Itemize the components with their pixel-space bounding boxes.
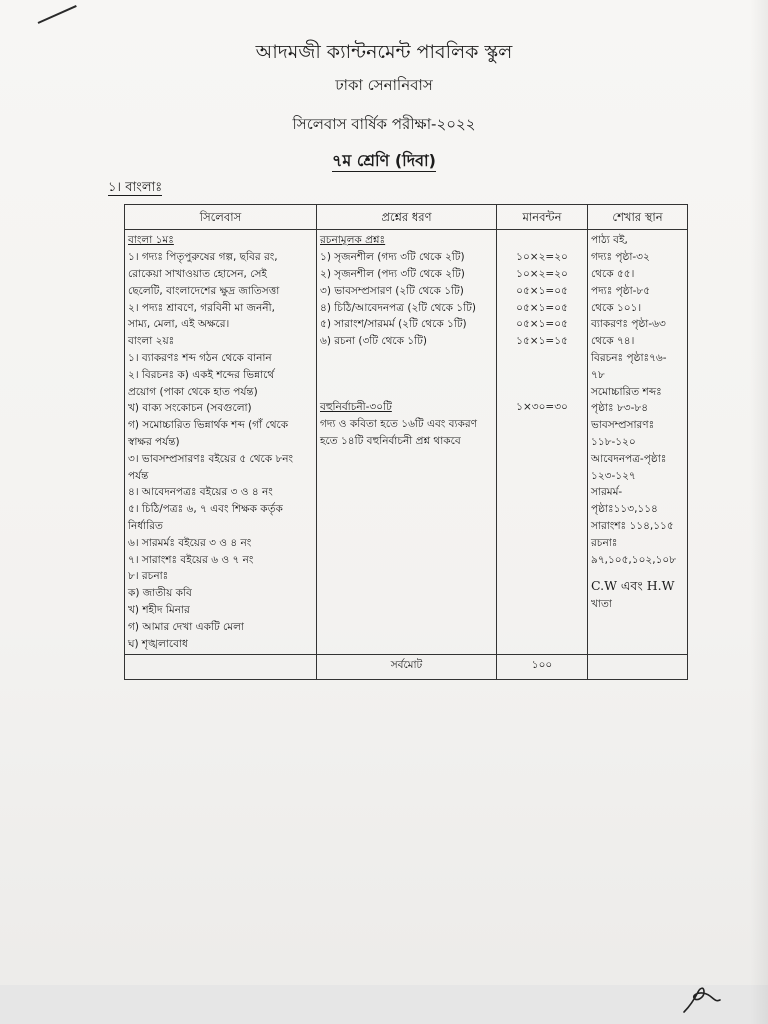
source-line: ১২৩-১২৭ bbox=[591, 469, 636, 482]
class-title-text: ৭ম শ্রেণি (দিবা) bbox=[332, 151, 436, 170]
question-line: ৬) রচনা (৩টি থেকে ১টি) bbox=[320, 335, 427, 348]
total-value: ১০০ bbox=[497, 655, 588, 680]
syllabus-line: সাম্য, মেলা, এই অক্ষরে। bbox=[128, 318, 230, 331]
source-line: গদ্যঃ পৃষ্ঠা-৩২ bbox=[591, 251, 650, 264]
source-line: আবেদনপত্র-পৃষ্ঠাঃ bbox=[591, 452, 667, 465]
question-line: ৩) ভাবসম্প্রসারণ (২টি থেকে ১টি) bbox=[320, 284, 464, 297]
syllabus-table bbox=[124, 204, 688, 680]
mcq-heading: বহুনির্বাচনী-৩০টি bbox=[320, 400, 392, 413]
syllabus-line: খ) বাক্য সংকোচন (সবগুলো) bbox=[128, 402, 252, 415]
syllabus-line: ২। বিরচনঃ ক) একই শব্দের ভিন্নার্থে bbox=[128, 368, 275, 381]
header-marks: মানবন্টন bbox=[497, 205, 588, 230]
syllabus-line: ১। ব্যাকরণঃ শব্দ গঠন থেকে বানান bbox=[128, 351, 272, 364]
table-row bbox=[125, 230, 688, 655]
syllabus-line: ১। গদ্যঃ পিতৃপুরুষের গল্প, ছবির রং, bbox=[128, 251, 278, 264]
source-line: রচনাঃ bbox=[591, 536, 618, 549]
marks-line: ০৫×১=০৫ bbox=[516, 318, 568, 331]
syllabus-line: ৪। আবেদনপত্রঃ বইয়ের ৩ ও ৪ নং bbox=[128, 486, 273, 499]
syllabus-line: রোকেয়া সাখাওয়াত হোসেন, সেই bbox=[128, 267, 267, 280]
marks-line: ১৫×১=১৫ bbox=[516, 335, 568, 348]
question-heading: রচনামূলক প্রশ্নঃ bbox=[320, 234, 386, 247]
mcq-marks: ১×৩০=৩০ bbox=[516, 400, 568, 413]
source-line: ৯৭,১০৫,১০২,১০৮ bbox=[591, 553, 677, 566]
source-footer: খাতা bbox=[591, 598, 612, 611]
source-line: পাঠ্য বই, bbox=[591, 234, 628, 247]
syllabus-line: ক) জাতীয় কবি bbox=[128, 587, 192, 600]
mcq-line: হতে ১৪টি বহুনির্বাচনী প্রশ্ন থাকবে bbox=[320, 434, 461, 447]
section-heading bbox=[108, 178, 162, 199]
source-line: সারাংশঃ ১১৪,১১৫ bbox=[591, 519, 674, 532]
marks-line: ১০×২=২০ bbox=[516, 267, 568, 280]
syllabus-line: ২। পদ্যঃ শ্রাবণে, গরবিনী মা জননী, bbox=[128, 301, 275, 314]
header-question-type: প্রশ্নের ধরণ bbox=[317, 205, 497, 230]
syllabus-line: নির্ধারিত bbox=[128, 519, 163, 532]
total-empty-cell bbox=[588, 655, 688, 680]
spacer bbox=[500, 350, 584, 399]
spacer bbox=[320, 350, 493, 399]
syllabus-line: ৭। সারাংশঃ বইয়ের ৬ ও ৭ নং bbox=[128, 553, 254, 566]
source-line: থেকে ১০১। bbox=[591, 301, 642, 314]
syllabus-line: বাংলা ১মঃ bbox=[128, 234, 174, 247]
syllabus-line: প্রয়োগ (পাকা থেকে হাত পর্যন্ত) bbox=[128, 385, 258, 398]
syllabus-line: পর্যন্ত bbox=[128, 469, 149, 482]
total-empty-cell bbox=[125, 655, 317, 680]
syllabus-line: ৫। চিঠি/পত্রঃ ৬, ৭ এবং শিক্ষক কর্তৃক bbox=[128, 503, 283, 516]
mcq-line: গদ্য ও কবিতা হতে ১৬টি এবং ব্যকরণ bbox=[320, 417, 478, 430]
syllabus-line: বাংলা ২য়ঃ bbox=[128, 335, 175, 348]
syllabus-line: খ) শহীদ মিনার bbox=[128, 603, 190, 616]
total-row bbox=[125, 655, 688, 680]
total-label: সর্বমোট bbox=[317, 655, 497, 680]
marks-line: ১০×২=২০ bbox=[516, 251, 568, 264]
source-line: সমোচ্চারিত শব্দঃ bbox=[591, 385, 662, 398]
header-learning-source: শেখার স্থান bbox=[588, 205, 688, 230]
source-line: পৃষ্ঠাঃ ৮৩-৮৪ bbox=[591, 402, 649, 415]
syllabus-line: ৮। রচনাঃ bbox=[128, 570, 169, 583]
syllabus-line: গ) সমোচ্চারিত ভিন্নার্থক শব্দ (গাঁ থেকে bbox=[128, 419, 289, 432]
source-line: ভাবসম্প্রসারণঃ bbox=[591, 419, 655, 432]
syllabus-line: স্বাক্ষর পর্যন্ত) bbox=[128, 435, 180, 448]
marks-cell bbox=[497, 230, 588, 655]
question-line: ৫) সারাংশ/সারমর্ম (২টি থেকে ১টি) bbox=[320, 318, 467, 331]
syllabus-line: ৬। সারমর্মঃ বইয়ের ৩ ও ৪ নং bbox=[128, 536, 252, 549]
question-line: ১) সৃজনশীল (গদ্য ৩টি থেকে ২টি) bbox=[320, 251, 465, 264]
source-line: থেকে ৭৪। bbox=[591, 335, 635, 348]
learning-source-cell bbox=[588, 230, 688, 655]
question-line: ২) সৃজনশীল (পদ্য ৩টি থেকে ২টি) bbox=[320, 267, 465, 280]
source-line: ৭৮ bbox=[591, 368, 605, 381]
syllabus-line: ছেলেটি, বাংলাদেশের ক্ষুদ্র জাতিসত্তা bbox=[128, 284, 280, 297]
source-line: পদ্যঃ পৃষ্ঠা-৮৫ bbox=[591, 284, 651, 297]
source-line: বিরচনঃ পৃষ্ঠাঃ৭৬- bbox=[591, 351, 667, 364]
question-line: ৪) চিঠি/আবেদনপত্র (২টি থেকে ১টি) bbox=[320, 301, 476, 314]
source-line: পৃষ্ঠাঃ১১৩,১১৪ bbox=[591, 503, 658, 516]
question-type-cell bbox=[317, 230, 497, 655]
source-line: সারমর্ম- bbox=[591, 486, 623, 499]
class-title bbox=[0, 148, 768, 175]
marks-line: ০৫×১=০৫ bbox=[516, 301, 568, 314]
source-line: ১১৮-১২০ bbox=[591, 435, 636, 448]
syllabus-cell bbox=[125, 230, 317, 655]
source-footer: C.W এবং H.W bbox=[591, 578, 675, 594]
syllabus-line: গ) আমার দেখা একটি মেলা bbox=[128, 620, 244, 633]
exam-title: সিলেবাস বার্ষিক পরীক্ষা-২০২২ bbox=[292, 115, 476, 133]
section-heading-text: ১। বাংলাঃ bbox=[108, 180, 163, 195]
syllabus-line: ৩। ভাবসম্প্রসারণঃ বইয়ের ৫ থেকে ৮নং bbox=[128, 452, 294, 465]
signature-mark bbox=[680, 980, 724, 1016]
header-syllabus: সিলেবাস bbox=[125, 205, 317, 230]
marks-line: ০৫×১=০৫ bbox=[516, 284, 568, 297]
school-location: ঢাকা সেনানিবাস bbox=[335, 76, 433, 94]
page-bottom-band bbox=[0, 985, 768, 1024]
table-header-row bbox=[125, 205, 688, 230]
source-line: থেকে ৫৫। bbox=[591, 267, 635, 280]
syllabus-line: ঘ) শৃঙ্খলাবোধ bbox=[128, 637, 188, 650]
school-name: আদমজী ক্যান্টনমেন্ট পাবলিক স্কুল bbox=[255, 41, 513, 63]
document-header bbox=[0, 38, 768, 175]
source-line: ব্যাকরণঃ পৃষ্ঠা-৬৩ bbox=[591, 318, 666, 331]
